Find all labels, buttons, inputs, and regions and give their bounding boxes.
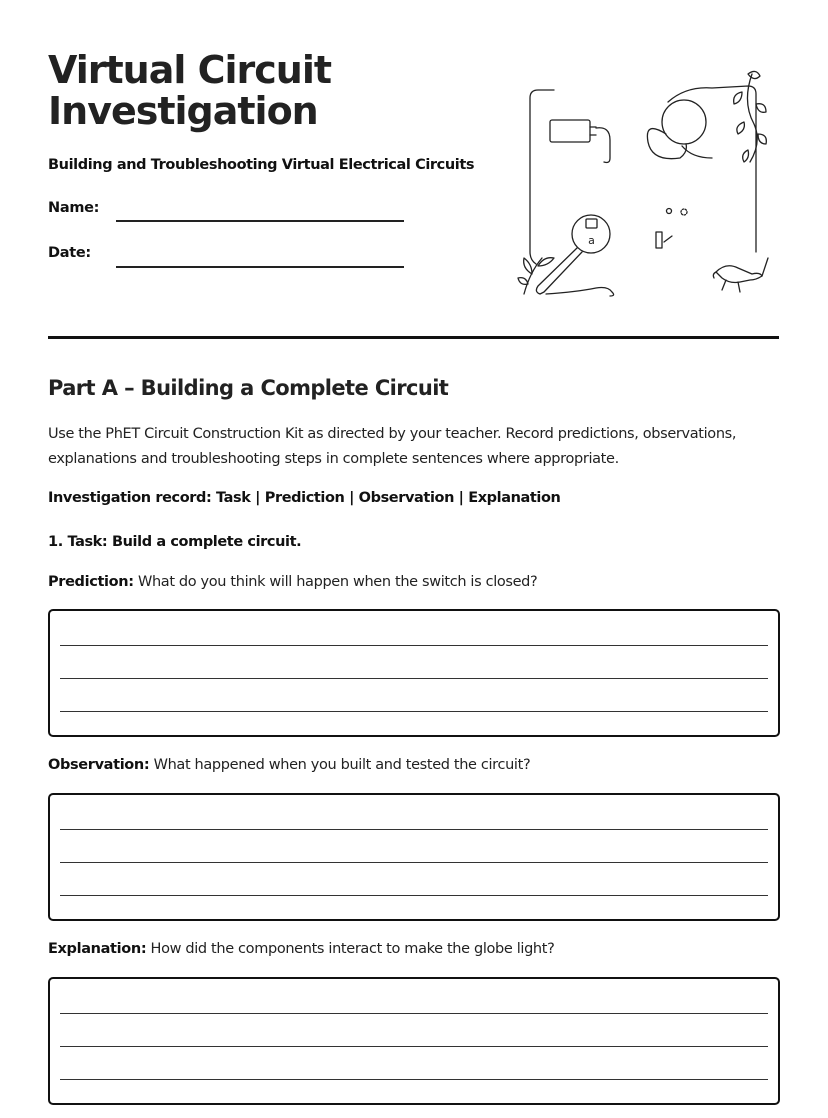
name-label: Name: [48, 200, 100, 216]
answer-line [60, 895, 768, 896]
connector-dot [667, 209, 672, 214]
answer-line [60, 1046, 768, 1047]
answer-line [60, 1013, 768, 1014]
globe-icon [647, 86, 756, 252]
answer-line [60, 645, 768, 646]
worksheet-title [48, 50, 331, 132]
title-line-1: Virtual Circuit [48, 48, 332, 92]
meter-letter: a [588, 234, 595, 247]
observation-question: What happened when you built and tested the circuit? [149, 757, 531, 773]
spark-dot [681, 209, 687, 215]
answer-line [60, 829, 768, 830]
wire-left [530, 90, 554, 264]
explanation-answer-box[interactable] [48, 977, 780, 1105]
switch-icon [656, 232, 672, 248]
prediction-label: Prediction: [48, 574, 134, 590]
date-field[interactable] [116, 266, 404, 268]
lizard-decoration [713, 258, 768, 292]
answer-line [60, 711, 768, 712]
circuit-illustration [516, 62, 776, 302]
task-1: 1. Task: Build a complete circuit. [48, 534, 302, 550]
observation-prompt [48, 757, 530, 773]
header-divider [48, 336, 779, 339]
explanation-label: Explanation: [48, 941, 147, 957]
answer-line [60, 1079, 768, 1080]
answer-line [60, 678, 768, 679]
investigation-record-line: Investigation record: Task | Prediction | Observation | Explanation [48, 490, 561, 506]
name-field[interactable] [116, 220, 404, 222]
vine-decoration [734, 71, 767, 162]
observation-label: Observation: [48, 757, 150, 773]
battery-icon [550, 120, 610, 163]
date-label: Date: [48, 245, 91, 261]
explanation-question: How did the components interact to make the globe light? [146, 941, 555, 957]
answer-line [60, 862, 768, 863]
prediction-prompt [48, 574, 537, 590]
magnifier-meter-icon [536, 215, 613, 296]
title-line-2: Investigation [48, 89, 318, 133]
prediction-answer-box[interactable] [48, 609, 780, 737]
part-a-heading: Part A – Building a Complete Circuit [48, 376, 449, 400]
part-a-intro: Use the PhET Circuit Construction Kit as directed by your teacher. Record predictions, observations, explanations and troubleshooting steps in complete sentences where appropriate. [48, 426, 737, 467]
worksheet-subtitle: Building and Troubleshooting Virtual Electrical Circuits [48, 157, 475, 173]
explanation-prompt [48, 941, 554, 957]
prediction-question: What do you think will happen when the switch is closed? [133, 574, 538, 590]
observation-answer-box[interactable] [48, 793, 780, 921]
